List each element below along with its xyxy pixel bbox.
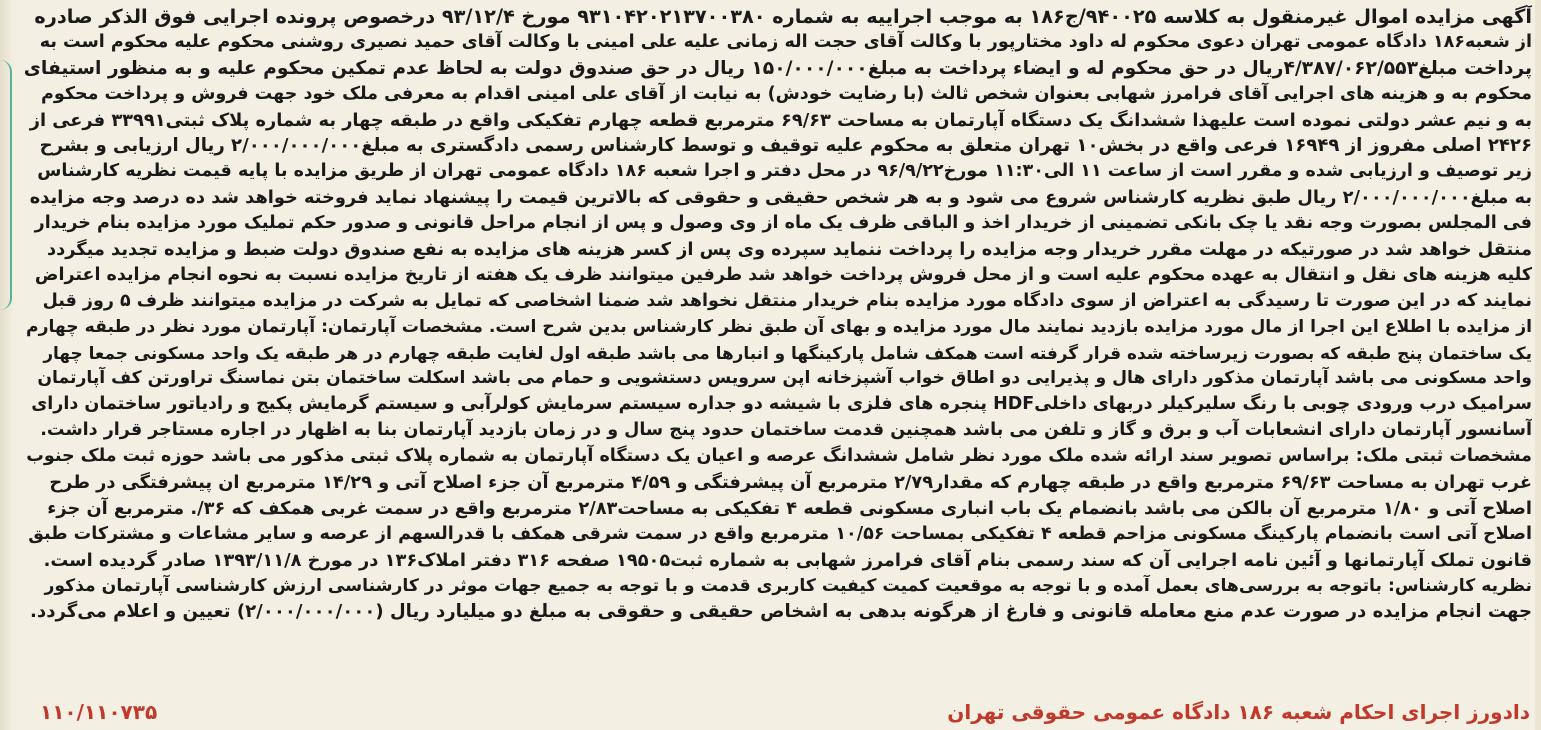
- notice-line: آسانسور آپارتمان دارای انشعابات آب و برق و گاز و تلفن می باشد همچنین قدمت ساختمان حدود پنج سال و در زمان بازدید آپارتمان بنا به اظهار در اجاره مستاجر قرار داشت.: [40, 420, 1532, 441]
- notice-line: به و نیم عشر دولتی نموده است علیهذا ششدانگ یک دستگاه آپارتمان به مساحت ۶۹/۶۳ مترمربع قطعه چهارم تفکیکی واقع در طبقه چهار به شماره پلاک ثبتی۳۳۹۹۱ فرعی از: [29, 109, 1532, 131]
- notice-line: اصلاح آتی و ۱/۸۰ مترمربع آن بالکن می باشد بانضمام یک باب انباری مسکونی قطعه ۴ تفکیکی به مساحت۲/۸۳ مترمربع واقع در سمت غربی همکف که ۳۶/. مترمربع آن جزء: [47, 497, 1532, 519]
- notice-line: واحد مسکونی می باشد آپارتمان مذکور دارای هال و پذیرایی دو اطاق خواب آشپزخانه اپن سرویس دستشویی و حمام می باشد اسکلت ساختمان بتن نماسنگ تراورتن کف آپارتمان: [37, 368, 1532, 389]
- notice-line: به مبلغ۲/۰۰۰/۰۰۰/۰۰۰ ریال طبق نظریه کارشناس شروع می شود و به هر شخص حقیقی و حقوقی که بالاترین قیمت را پیشنهاد نماید فروخته خواهد شد ده درصد وجه مزایده: [29, 187, 1532, 209]
- notice-line: فی المجلس بصورت وجه نقد یا چک بانکی تضمینی از خریدار اخذ و الباقی ظرف یک ماه از وی وصول و پس از انجام مراحل قانونی و صدور حکم تملیک مورد مزایده بنام خریدار: [34, 213, 1532, 234]
- notice-line: محکوم به و هزینه های اجرایی آقای فرامرز شهابی بعنوان شخص ثالث (با رضایت خودش) به نیابت از آقای علی امینی اقدام به معرفی ملک خود جهت فروش و پرداخت محکوم: [41, 83, 1532, 104]
- green-pen-mark: [0, 60, 12, 310]
- notice-line: یک ساختمان پنج طبقه که بصورت زیرساخته شده قرار گرفته است همکف شامل پارکینگها و انبارها می باشد طبقه اول لغایت طبقه چهارم در هر طبقه یک واحد مسکونی جمعا چهار: [43, 342, 1532, 363]
- notice-line: زیر توصیف و ارزیابی شده و مقرر است از ساعت ۱۱ الی۱۱:۳۰ مورخ۹۶/۹/۲۲ در محل دفتر و اجرا شعبه ۱۸۶ دادگاه عمومی تهران از طریق مزایده با پایه قیمت نظریه کارشناس: [37, 161, 1532, 182]
- issuing-office: دادورز اجرای احکام شعبه ۱۸۶ دادگاه عمومی حقوقی تهران: [947, 700, 1530, 724]
- notice-line: از شعبه۱۸۶ دادگاه عمومی تهران دعوی محکوم له داود مختارپور با وکالت آقای حجت اله زمانی علیه علی امینی با وکالت آقای حمید نصیری روشنی محکوم علیه محکوم است به: [39, 31, 1532, 52]
- notice-line: مشخصات ثبتی ملک: براساس تصویر سند ارائه شده ملک مورد نظر شامل ششدانگ عرصه و اعیان یک دستگاه آپارتمان به شماره پلاک ثبتی مذکور می باشد حوزه ثبت ملک جنوب: [26, 446, 1532, 467]
- auction-notice-text: [24, 4, 1532, 625]
- notice-footer: [40, 700, 1530, 726]
- notice-line: سرامیک درب ورودی چوبی با رنگ سلیرکیلر دربهای داخلیHDF پنجره های فلزی با شیشه دو جداره سیستم سرمایش کولرآبی و سیستم گرمایش پکیج و رادیاتور ساختمان دارای: [31, 394, 1532, 415]
- notice-line: اصلاح آتی است بانضمام پارکینگ مسکونی مزاحم قطعه ۴ تفکیکی بمساحت ۱۰/۵۶ مترمربع واقع در سمت شرقی همکف با قدرالسهم از عرصه و سایر مشاعات و مشترکات طبق: [28, 523, 1532, 544]
- notice-line: منتقل خواهد شد در صورتیکه در مهلت مقرر خریدار وجه مزایده را پرداخت ننماید سپرده وی پس از کسر هزینه های مزایده به نفع صندوق دولت ضبط و مزایده تجدید میگردد: [46, 239, 1532, 261]
- notice-line: ۲۴۲۶ اصلی مفروز از ۱۶۹۴۹ فرعی واقع در بخش۱۰ تهران متعلق به محکوم علیه توقیف و توسط کارشناس رسمی دادگستری به مبلغ۲/۰۰۰/۰۰۰/۰۰۰ ریال ارزیابی و بشرح: [39, 135, 1532, 157]
- notice-line: از مزایده با اطلاع این اجرا از مال مورد مزایده بازدید نمایند مال مورد مزایده و بهای آن طبق نظر کارشناس بدین شرح است. مشخصات آپارتمان: آپارتمان مورد نظر در طبقه چهارم: [25, 316, 1532, 337]
- notice-line: غرب تهران به مساحت ۶۹/۶۳ مترمربع واقع در طبقه چهارم که مقدار۲/۷۹ مترمربع آن پیشرفتگی و ۴/۵۹ مترمربع آن جزء اصلاح آتی و ۱۴/۲۹ مترمربع ان پیشرفتگی در طرح: [49, 472, 1532, 494]
- page-right-edge: [1535, 0, 1541, 730]
- notice-line: کلیه هزینه های نقل و انتقال به عهده محکوم علیه است و از محل فروش پرداخت خواهد شد طرفین میتوانند ظرف یک هفته از تاریخ مزایده نسبت به نحوه انجام مزایده اعتراض: [34, 264, 1532, 285]
- notice-line: پرداخت مبلغ۴/۳۸۷/۰۶۲/۵۵۳ریال در حق محکوم له و ایضاء پرداخت به مبلغ۱۵۰/۰۰۰/۰۰۰ ریال در حق صندوق دولت به لحاظ عدم تمکین محکوم علیه و به منظور استیفای: [24, 57, 1532, 79]
- notice-line: آگهی مزایده اموال غیرمنقول به کلاسه ۹۴۰۰۲۵/ج۱۸۶ به موجب اجراییه به شماره ۹۳۱۰۴۲۰۲۱۳۷۰۰۳۸۰ مورخ ۹۳/۱۲/۴ درخصوص پرونده اجرایی فوق الذکر صادره: [34, 5, 1532, 28]
- notice-line: جهت انجام مزایده در صورت عدم منع معامله قانونی و فارغ از هرگونه بدهی به اشخاص حقیقی و حقوقی به مبلغ دو میلیارد ریال (۲/۰۰۰/۰۰۰/۰۰۰) تعیین و اعلام می‌گردد.: [30, 601, 1532, 623]
- notice-line: نظریه کارشناس: باتوجه به بررسی‌های بعمل آمده و با توجه به موقعیت کمیت کیفیت کاربری قدمت و با توجه به جمیع جهات موثر در کارشناسی ارزش کارشناسی آپارتمان مذکور: [44, 575, 1532, 596]
- notice-line: قانون تملک آپارتمانها و آئین نامه اجرایی آن که سند رسمی بنام آقای فرامرز شهابی به شماره ثبت۱۹۵۰۵ صفحه ۳۱۶ دفتر املاک۱۳۶ در مورخ ۱۳۹۳/۱۱/۸ صادر گردیده است.: [43, 549, 1532, 571]
- notice-line: نمایند که در این صورت تا رسیدگی به اعتراض از سوی دادگاه مورد مزایده بنام خریدار منتقل نخواهد شد ضمنا اشخاصی که تمایل به شرکت در مزایده میتوانند ظرف ۵ روز قبل: [42, 290, 1532, 311]
- notice-code: ۱۱۰/۱۱۰۷۳۵: [40, 700, 158, 724]
